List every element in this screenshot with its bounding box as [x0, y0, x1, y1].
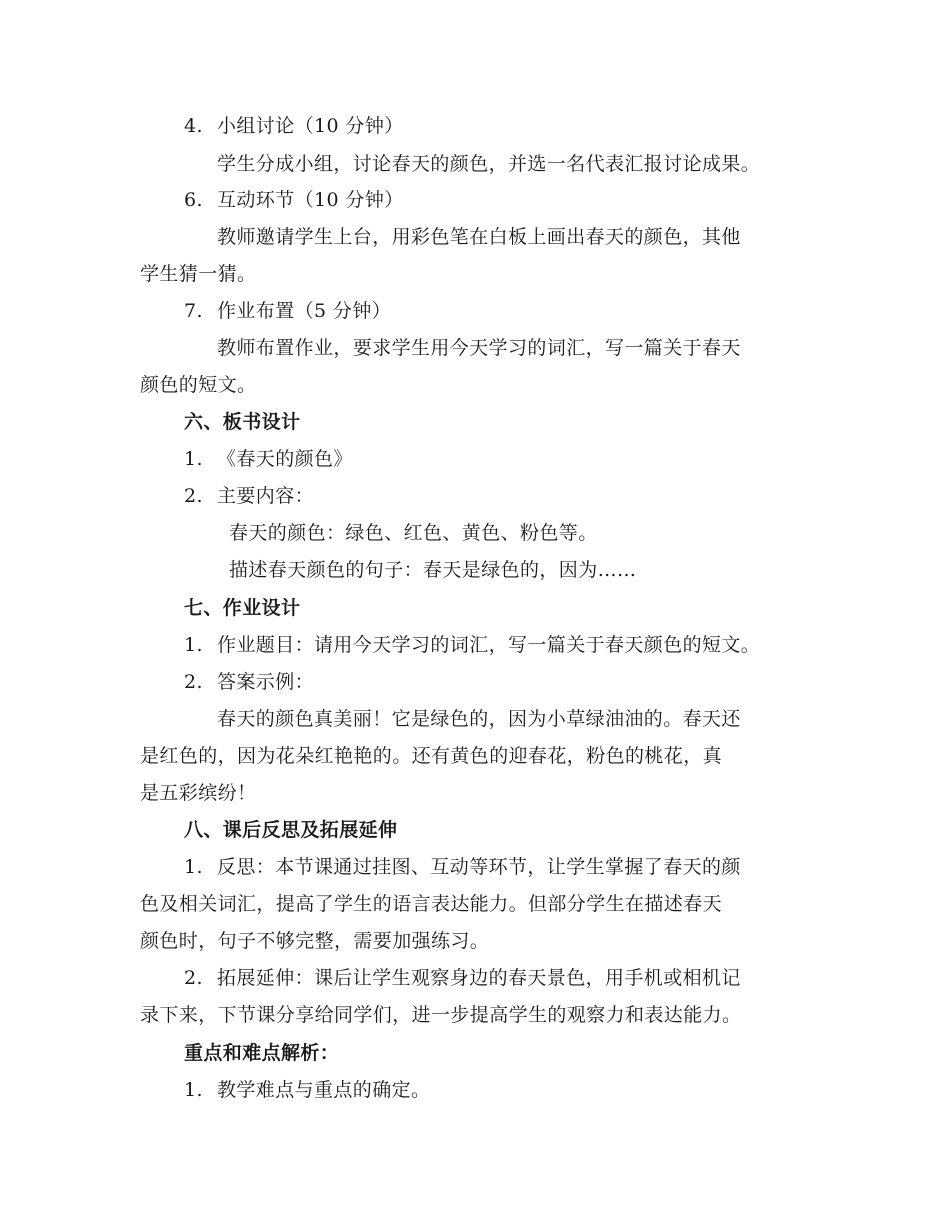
item-number: 1. — [184, 448, 203, 470]
item-text: 小组讨论（10 分钟） — [217, 115, 404, 137]
item-number: 2. — [184, 671, 203, 693]
paragraph-line: 学生分成小组，讨论春天的颜色，并选一名代表汇报讨论成果。 — [217, 153, 761, 175]
list-item — [184, 114, 404, 138]
paragraph-line: 学生猜一猜。 — [140, 263, 257, 285]
item-number: 1. — [184, 856, 203, 878]
section-heading: 七、作业设计 — [184, 597, 301, 619]
paragraph-line: 颜色的短文。 — [140, 374, 257, 396]
paragraph-line: 描述春天颜色的句子：春天是绿色的，因为…… — [229, 559, 637, 581]
list-item — [184, 855, 741, 879]
item-text: 教学难点与重点的确定。 — [217, 1079, 431, 1101]
section-heading: 八、课后反思及拓展延伸 — [184, 819, 398, 841]
item-text: 答案示例： — [217, 671, 315, 693]
list-item — [184, 188, 404, 212]
paragraph-line: 色及相关词汇，提高了学生的语言表达能力。但部分学生在描述春天 — [140, 893, 723, 915]
item-number: 6. — [184, 189, 203, 211]
paragraph-line: 是五彩缤纷！ — [140, 782, 257, 804]
item-number: 7. — [184, 300, 203, 322]
item-number: 1. — [184, 1079, 203, 1101]
item-number: 4. — [184, 115, 203, 137]
list-item — [184, 670, 314, 694]
paragraph-line: 是红色的，因为花朵红艳艳的。还有黄色的迎春花，粉色的桃花，真 — [140, 745, 723, 767]
item-number: 2. — [184, 485, 203, 507]
item-text: 互动环节（10 分钟） — [217, 189, 404, 211]
list-item — [184, 966, 741, 990]
section-heading: 六、板书设计 — [184, 411, 301, 433]
list-item — [184, 633, 760, 657]
item-text: 反思：本节课通过挂图、互动等环节，让学生掌握了春天的颜 — [217, 856, 741, 878]
item-text: 作业题目：请用今天学习的词汇，写一篇关于春天颜色的短文。 — [217, 634, 761, 656]
list-item — [184, 1078, 430, 1102]
item-number: 2. — [184, 967, 203, 989]
paragraph-line: 录下来，下节课分享给同学们，进一步提高学生的观察力和表达能力。 — [140, 1004, 742, 1026]
paragraph-line: 春天的颜色真美丽！它是绿色的，因为小草绿油油的。春天还 — [217, 708, 741, 730]
item-text: 作业布置（5 分钟） — [217, 300, 392, 322]
item-text: 主要内容： — [217, 485, 315, 507]
item-number: 1. — [184, 634, 203, 656]
paragraph-line: 教师邀请学生上台，用彩色笔在白板上画出春天的颜色，其他 — [217, 226, 741, 248]
item-text: 《春天的颜色》 — [217, 448, 353, 470]
list-item — [184, 299, 391, 323]
list-item — [184, 447, 353, 471]
section-heading: 重点和难点解析： — [184, 1042, 340, 1064]
list-item — [184, 484, 314, 508]
paragraph-line: 春天的颜色：绿色、红色、黄色、粉色等。 — [229, 522, 598, 544]
paragraph-line: 教师布置作业，要求学生用今天学习的词汇，写一篇关于春天 — [217, 337, 741, 359]
paragraph-line: 颜色时，句子不够完整，需要加强练习。 — [140, 930, 490, 952]
item-text: 拓展延伸：课后让学生观察身边的春天景色，用手机或相机记 — [217, 967, 741, 989]
